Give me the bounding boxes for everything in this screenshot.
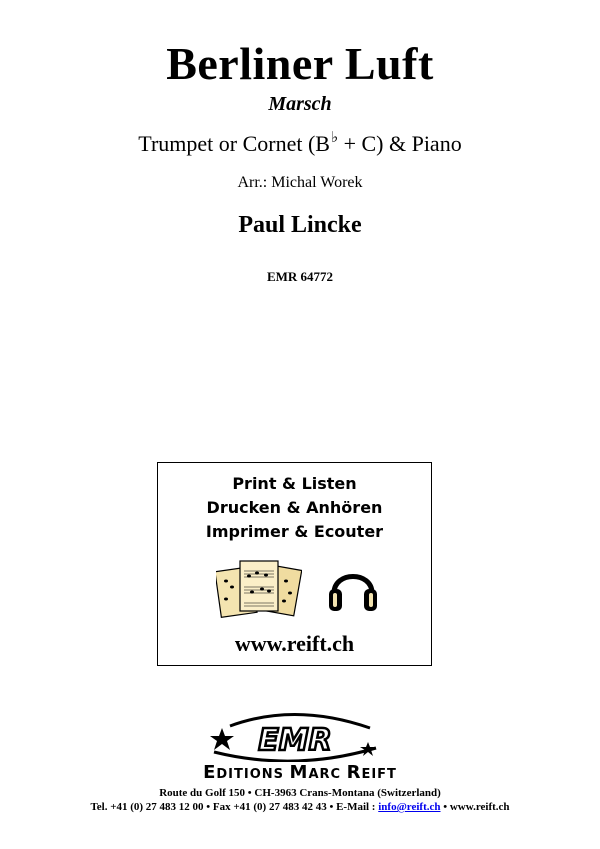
- drucken-anhoren-line: Drucken & Anhören: [206, 498, 383, 517]
- publisher-name-part: E: [203, 762, 217, 783]
- publisher-address: Route du Golf 150 • CH-3963 Crans-Montana (Switzerland): [159, 787, 441, 799]
- emr-logo: [200, 708, 390, 762]
- print-listen-box: [157, 462, 432, 666]
- publisher-name-part: M: [289, 762, 309, 783]
- flat-sign: ♭: [330, 130, 339, 146]
- publisher-name-part: DITIONS: [216, 767, 290, 782]
- sheet-music-icon: [216, 557, 302, 621]
- publisher-name-part: EIFT: [361, 767, 397, 782]
- page-title: Berliner Luft: [166, 38, 434, 89]
- website-link[interactable]: www.reift.ch: [234, 631, 355, 656]
- arranger: Arr.: Michal Worek: [237, 174, 363, 191]
- subtitle: Marsch: [268, 93, 332, 115]
- composer: Paul Lincke: [238, 212, 362, 238]
- contact-suffix: • www.reift.ch: [440, 801, 510, 813]
- publisher-name-part: ARC: [308, 767, 347, 782]
- email-link[interactable]: info@reift.ch: [378, 801, 441, 813]
- print-listen-line: Print & Listen: [232, 474, 357, 493]
- instrumentation: [0, 130, 600, 161]
- publisher-name-part: R: [346, 762, 362, 783]
- imprimer-ecouter-line: Imprimer & Ecouter: [205, 522, 384, 541]
- contact-prefix: Tel. +41 (0) 27 483 12 00 • Fax +41 (0) 27 483 42 43 • E-Mail :: [90, 801, 379, 813]
- emr-logo-text: EMR: [258, 723, 332, 758]
- catalog-number: EMR 64772: [266, 269, 334, 284]
- publisher-name: [0, 763, 600, 785]
- instrumentation-part2: + C) & Piano: [338, 131, 462, 156]
- publisher-contact: [0, 800, 600, 814]
- instrumentation-part1: Trumpet or Cornet (B: [138, 131, 330, 156]
- headphones-icon: [326, 561, 380, 617]
